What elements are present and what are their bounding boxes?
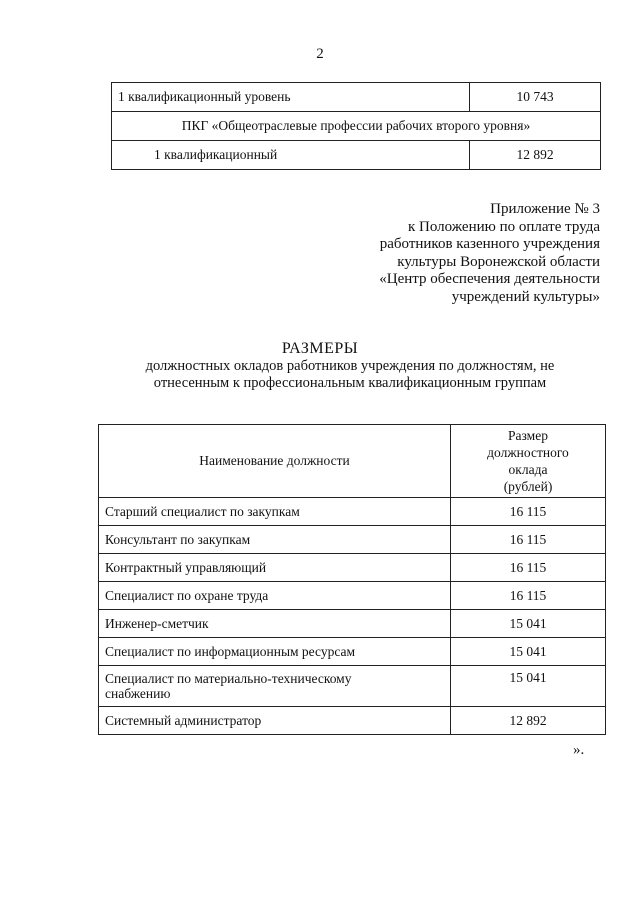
position-name-line: снабжению	[105, 686, 171, 701]
position-name: Консультант по закупкам	[99, 526, 451, 554]
closing-quote-mark: ».	[573, 742, 585, 758]
header-line: оклада	[508, 462, 548, 477]
position-name: Старший специалист по закупкам	[99, 498, 451, 526]
salary-value: 15 041	[451, 638, 606, 666]
top-salary-table	[111, 82, 601, 170]
table-row	[99, 526, 606, 554]
document-title: РАЗМЕРЫ	[281, 340, 359, 357]
subtitle-line: отнесенным к профессиональным квалификационным группам	[153, 375, 547, 391]
salary-value: 16 115	[451, 498, 606, 526]
header-line: (рублей)	[503, 479, 553, 494]
position-name: Инженер-сметчик	[99, 610, 451, 638]
page-number: 2	[316, 46, 324, 62]
document-subtitle	[130, 358, 570, 392]
professional-group-title: ПКГ «Общеотраслевые профессии рабочих второго уровня»	[112, 112, 601, 141]
column-header-position: Наименование должности	[99, 425, 451, 498]
qualification-level-value: 10 743	[470, 83, 601, 112]
salary-value: 16 115	[451, 582, 606, 610]
appendix-line: работников казенного учреждения	[379, 236, 600, 252]
qualification-level-label: 1 квалификационный	[112, 141, 470, 170]
table-row	[99, 666, 606, 707]
position-name: Системный администратор	[99, 707, 451, 735]
position-name: Контрактный управляющий	[99, 554, 451, 582]
salary-value: 15 041	[451, 610, 606, 638]
position-name: Специалист по информационным ресурсам	[99, 638, 451, 666]
table-row	[99, 638, 606, 666]
position-name-line: Специалист по материально-техническому	[105, 671, 352, 686]
position-name	[99, 666, 451, 707]
qualification-level-label: 1 квалификационный уровень	[112, 83, 470, 112]
subtitle-line: должностных окладов работников учреждения по должностям, не	[145, 358, 555, 374]
table-header-row	[99, 425, 606, 498]
appendix-reference	[360, 201, 600, 306]
table-row	[99, 582, 606, 610]
appendix-line: культуры Воронежской области	[397, 253, 600, 270]
table-row	[112, 83, 601, 112]
table-row	[99, 707, 606, 735]
header-line: должностного	[487, 445, 569, 460]
salary-value: 16 115	[451, 526, 606, 554]
table-row	[112, 112, 601, 141]
appendix-line: к Положению по оплате труда	[407, 218, 600, 235]
position-name: Специалист по охране труда	[99, 582, 451, 610]
table-row	[112, 141, 601, 170]
appendix-line: учреждений культуры»	[451, 288, 600, 305]
salary-value: 16 115	[451, 554, 606, 582]
header-line: Размер	[508, 428, 548, 443]
appendix-line: Приложение № 3	[490, 201, 600, 217]
salary-value: 15 041	[451, 666, 606, 707]
appendix-line: «Центр обеспечения деятельности	[379, 271, 600, 287]
table-row	[99, 498, 606, 526]
salary-table	[98, 424, 606, 735]
column-header-salary	[451, 425, 606, 498]
table-row	[99, 610, 606, 638]
salary-value: 12 892	[451, 707, 606, 735]
qualification-level-value: 12 892	[470, 141, 601, 170]
table-row	[99, 554, 606, 582]
